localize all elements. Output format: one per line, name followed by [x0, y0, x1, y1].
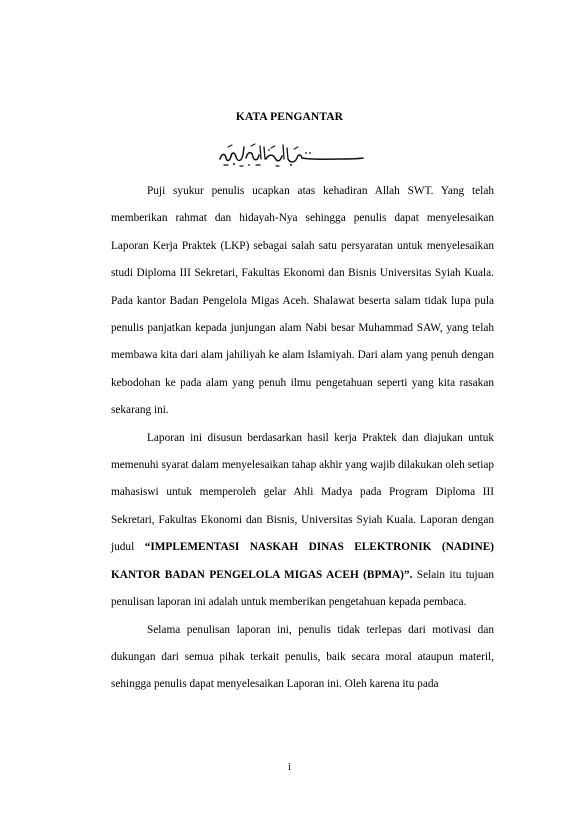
paragraph-2: [111, 425, 494, 617]
basmala-calligraphy-image: [216, 141, 366, 169]
paragraph-3: Selama penulisan laporan ini, penulis tidak terlepas dari motivasi dan dukungan dari semua pihak terkait penulis, baik secara moral ataupun materil, sehingga penulis dapat menyelesaikan Laporan ini. Oleh karena itu pada: [111, 623, 494, 691]
paragraph-1: Puji syukur penulis ucapkan atas kehadiran Allah SWT. Yang telah memberikan rahmat dan hidayah-Nya sehingga penulis dapat menyelesaikan Laporan Kerja Praktek (LKP) sebagai salah satu persyaratan untuk menyelesaikan studi Diploma III Sekretari, Fakultas Ekonomi dan Bisnis Universitas Syiah Kuala. Pada kantor Badan Pengelola Migas Aceh. Shalawat beserta salam tidak lupa pula penulis panjatkan kepada junjungan alam Nabi besar Muhammad SAW, yang telah membawa kita dari alam jahiliyah ke alam Islamiyah. Dari alam yang penuh dengan kebodohan ke pada alam yang penuh ilmu pengetahuan seperti yang kita rasakan sekarang ini.: [111, 185, 494, 417]
body-text: [111, 178, 494, 699]
report-title-bold: “IMPLEMENTASI NASKAH DINAS ELEKTRONIK (NADINE) KANTOR BADAN PENGELOLA MIGAS ACEH (BPMA)”.: [111, 541, 495, 581]
paragraph-2-continuation: Selain itu tujuan penulisan laporan ini adalah untuk memberikan pengetahuan kepada pembaca.: [111, 568, 495, 609]
page-title: KATA PENGANTAR: [235, 111, 344, 123]
paragraph-2-text: Laporan ini disusun berdasarkan hasil kerja Praktek dan diajukan untuk memenuhi syarat dalam menyelesaikan tahap akhir yang wajib dilakukan oleh setiap mahasiswi untuk memperoleh gelar Ahli Madya pada Program Diploma III Sekretari, Fakultas Ekonomi dan Bisnis, Universitas Syiah Kuala. Laporan dengan judul: [111, 431, 494, 554]
page-number: i: [288, 762, 291, 773]
